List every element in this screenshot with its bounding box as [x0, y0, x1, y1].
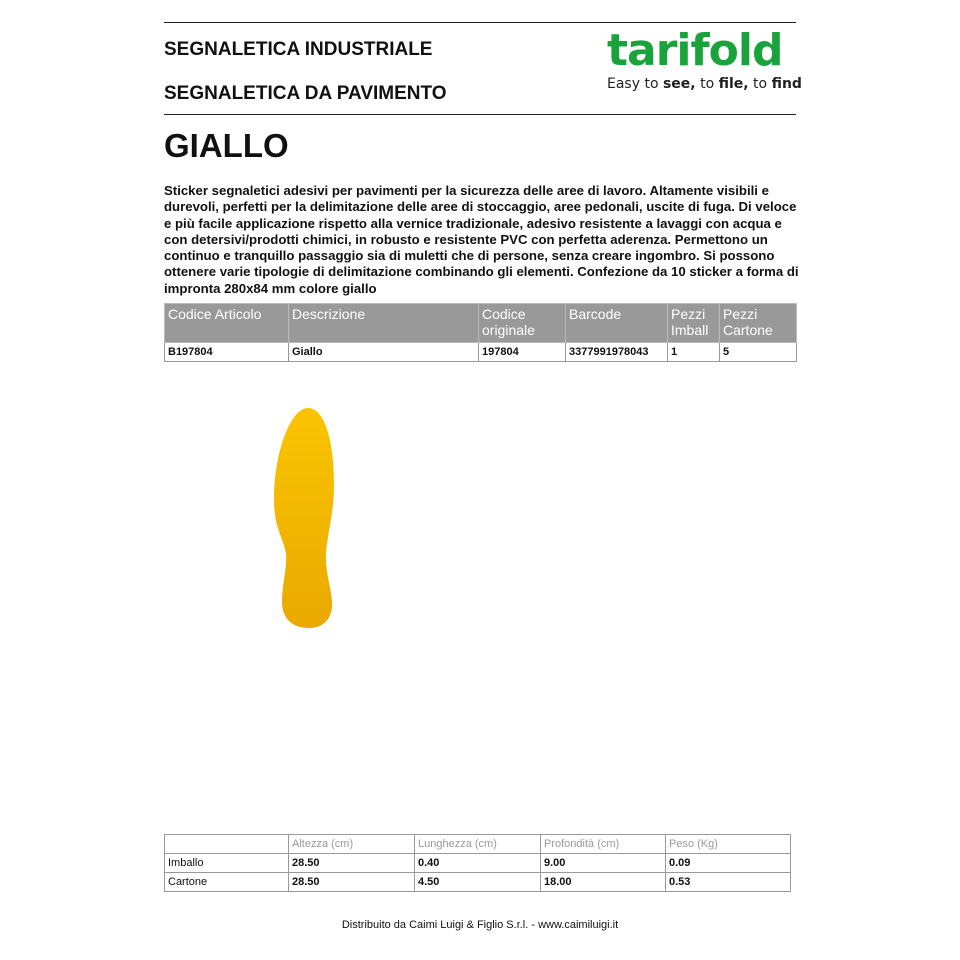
header-cell: Pezzi Cartone [720, 304, 797, 343]
cell-length: 4.50 [415, 873, 541, 892]
tarifold-logo [607, 25, 802, 92]
header-cell: Descrizione [289, 304, 479, 343]
cell-barcode: 3377991978043 [566, 343, 668, 362]
row-label: Cartone [165, 873, 289, 892]
cell-height: 28.50 [289, 854, 415, 873]
header-cell: Peso (Kg) [666, 835, 791, 854]
subcategory-heading: SEGNALETICA DA PAVIMENTO [164, 83, 447, 104]
logo-wordmark: tarifold [607, 25, 783, 76]
product-table [164, 303, 797, 362]
cell-weight: 0.53 [666, 873, 791, 892]
cell-weight: 0.09 [666, 854, 791, 873]
dimensions-table [164, 834, 791, 892]
product-table-header [165, 304, 797, 343]
product-description: Sticker segnaletici adesivi per pavimenti per la sicurezza delle aree di lavoro. Altamente visibili e durevoli, perfetti per la delimitazione delle aree di stoccaggio, aree pedonali, uscite di fuga. Di veloce e più facile applicazione rispetto alla vernice tradizionale, adesivo resistente a lavaggi con acqua e con detersivi/prodotti chimici, in robusto e resistente PVC con perfetta aderenza. Permettono un continuo e tranquillo passaggio sia di muletti che di persone, senza creare ingombro. Si possono ottenere varie tipologie di delimitazione combinando gli elementi. Confezione da 10 sticker a forma di impronta 280x84 mm colore giallo [164, 183, 799, 296]
top-rule [164, 22, 796, 23]
logo-tagline: Easy to see, to file, to find [607, 76, 802, 92]
header-cell: Pezzi Imball [668, 304, 720, 343]
footprint-sticker-image [268, 404, 340, 634]
cell-depth: 18.00 [541, 873, 666, 892]
header-cell: Lunghezza (cm) [415, 835, 541, 854]
table-row [165, 873, 791, 892]
header-rule [164, 114, 796, 115]
row-label: Imballo [165, 854, 289, 873]
header-cell [165, 835, 289, 854]
cell-depth: 9.00 [541, 854, 666, 873]
header-cell: Codice Articolo [165, 304, 289, 343]
header-cell: Altezza (cm) [289, 835, 415, 854]
table-row [165, 343, 797, 362]
category-heading: SEGNALETICA INDUSTRIALE [164, 39, 433, 60]
cell-code: B197804 [165, 343, 289, 362]
dimensions-table-header [165, 835, 791, 854]
table-row [165, 854, 791, 873]
cell-pieces-carton: 5 [720, 343, 797, 362]
header-cell: Barcode [566, 304, 668, 343]
header-cell: Codice originale [479, 304, 566, 343]
footer-distributor: Distribuito da Caimi Luigi & Figlio S.r.l. - www.caimiluigi.it [341, 919, 619, 931]
cell-length: 0.40 [415, 854, 541, 873]
cell-original-code: 197804 [479, 343, 566, 362]
cell-height: 28.50 [289, 873, 415, 892]
header-cell: Profondità (cm) [541, 835, 666, 854]
page-title: GIALLO [164, 127, 289, 164]
cell-pieces-pack: 1 [668, 343, 720, 362]
cell-description: Giallo [289, 343, 479, 362]
